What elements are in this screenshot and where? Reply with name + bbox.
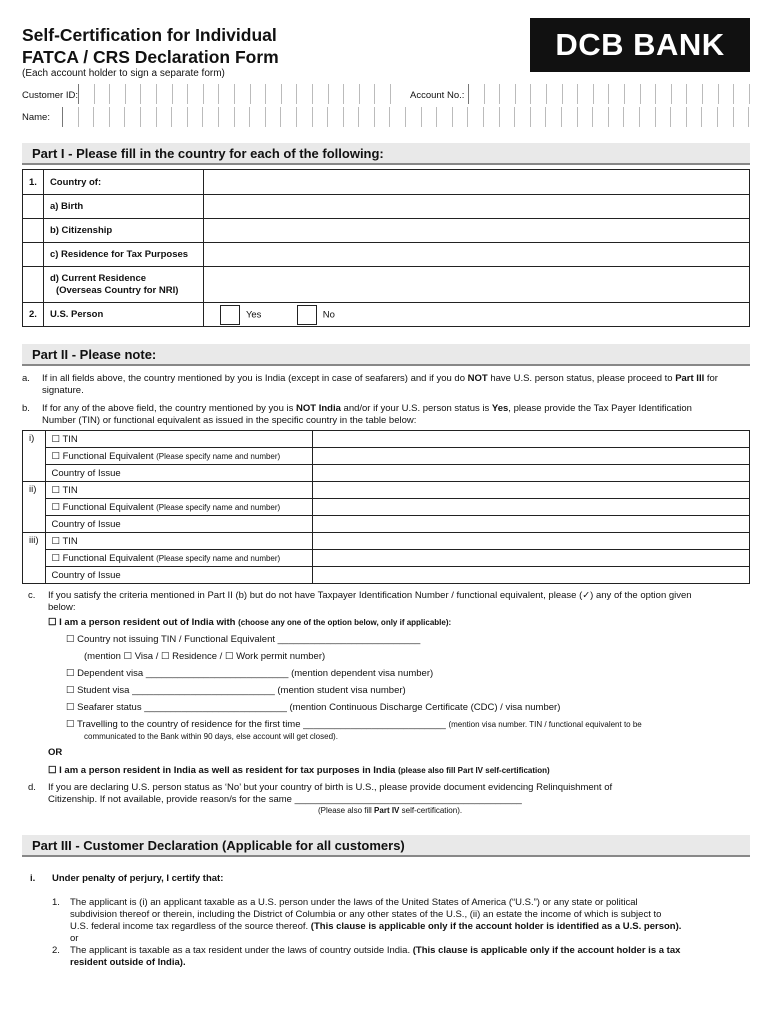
sub-option-no-tin-mention: (mention ☐ Visa / ☐ Residence / ☐ Work permit number) xyxy=(84,651,326,662)
note-d-footnote-2: self-certification). xyxy=(401,806,463,815)
account-no-label: Account No.: xyxy=(410,90,465,101)
tin-option-1[interactable]: ☐ TIN xyxy=(45,431,312,448)
note-b-text1: If for any of the above field, the country mentioned by you is xyxy=(42,403,294,414)
note-d-text2: Citizenship. If not available, provide reason/s for the same ___________________________________________ xyxy=(48,794,522,805)
form-subtitle: (Each account holder to sign a separate form) xyxy=(22,68,225,79)
note-d-mark: d. xyxy=(28,782,36,793)
name-label: Name: xyxy=(22,112,50,123)
note-c-mark: c. xyxy=(28,590,36,601)
tax-residence-country-input[interactable] xyxy=(203,243,749,267)
clause-2-number: 2. xyxy=(52,945,60,956)
functional-equivalent-value-3[interactable] xyxy=(312,550,750,567)
note-c-text xyxy=(48,590,750,614)
country-of-issue-label-3: Country of Issue xyxy=(45,567,312,584)
part2-heading: Part II - Please note: xyxy=(22,344,750,366)
note-b-text xyxy=(42,403,750,427)
us-person-options xyxy=(203,303,749,327)
functional-equivalent-value-1[interactable] xyxy=(312,448,750,465)
citizenship-label: b) Citizenship xyxy=(43,219,203,243)
note-a-text xyxy=(42,373,750,397)
sub-option-dependent-visa[interactable]: ☐ Dependent visa ___________________________ (mention dependent visa number) xyxy=(66,668,434,679)
note-a-text1: If in all fields above, the country mentioned by you is India (except in case of seafarers) and if you do xyxy=(42,373,465,384)
country-of-issue-value-3[interactable] xyxy=(312,567,750,584)
country-of-issue-value-2[interactable] xyxy=(312,516,750,533)
note-d-footnote-part4: Part IV xyxy=(374,806,400,815)
note-a-not: NOT xyxy=(467,373,488,384)
declaration-intro: Under penalty of perjury, I certify that: xyxy=(52,873,224,884)
functional-equivalent-label-2: ☐ Functional Equivalent xyxy=(51,501,154,513)
note-d-footnote xyxy=(318,806,462,815)
tin-group-1-label: i) xyxy=(23,431,46,482)
sub-option-travelling[interactable] xyxy=(66,719,642,731)
current-residence-input[interactable] xyxy=(203,267,749,303)
functional-equivalent-option-1[interactable] xyxy=(45,448,312,465)
note-a-part3: Part III xyxy=(675,373,705,384)
current-residence-line2: (Overseas Country for NRI) xyxy=(55,284,179,296)
birth-label: a) Birth xyxy=(43,195,203,219)
us-person-yes-checkbox[interactable] xyxy=(220,305,240,325)
tin-value-1[interactable] xyxy=(312,431,750,448)
note-c-text1: If you satisfy the criteria mentioned in Part II (b) but do not have Taxpayer Identification Number / functional equivalent, please (✓) any of the option given xyxy=(48,590,692,601)
note-a-text2: have U.S. person status, please proceed to xyxy=(490,373,673,384)
note-a-mark: a. xyxy=(22,373,30,384)
country-of-input[interactable] xyxy=(203,170,749,195)
us-person-no-checkbox[interactable] xyxy=(297,305,317,325)
us-person-label: U.S. Person xyxy=(43,303,203,327)
sub-option-seafarer[interactable]: ☐ Seafarer status ___________________________ (mention Continuous Discharge Certificate (CDC) / visa number) xyxy=(66,702,561,713)
tin-group-2-label: ii) xyxy=(23,482,46,533)
sub-option-no-tin[interactable]: ☐ Country not issuing TIN / Functional Equivalent ___________________________ xyxy=(66,634,421,645)
clause-2-bold2: resident outside of India). xyxy=(70,957,186,968)
row2-number: 2. xyxy=(23,303,44,327)
current-residence-label xyxy=(43,267,203,303)
form-title xyxy=(22,24,279,68)
citizenship-country-input[interactable] xyxy=(203,219,749,243)
part3-heading: Part III - Customer Declaration (Applicable for all customers) xyxy=(22,835,750,857)
option-resident-in-india-note: (please also fill Part IV self-certification) xyxy=(398,766,550,775)
functional-equivalent-option-3[interactable] xyxy=(45,550,312,567)
note-b-text3: , please provide the Tax Payer Identification xyxy=(508,403,692,414)
sub-option-travelling-note-cont: communicated to the Bank within 90 days, else account will get closed). xyxy=(84,732,338,741)
dcb-bank-logo: DCB BANK xyxy=(530,18,750,72)
option-resident-in-india-label: ☐ I am a person resident in India as well as resident for tax purposes in India xyxy=(48,765,396,776)
clause-1-line2: subdivision thereof or therein, including the District of Columbia or any other states of the U.S., (ii) an estate the income of which is subject to xyxy=(70,909,662,920)
current-residence-line1: d) Current Residence xyxy=(49,272,147,284)
clause-1-text xyxy=(70,897,750,945)
note-a-text3: for signature. xyxy=(42,373,718,396)
customer-id-label: Customer ID: xyxy=(22,90,78,101)
part1-heading: Part I - Please fill in the country for each of the following: xyxy=(22,143,750,165)
note-d-footnote-1: (Please also fill xyxy=(318,806,372,815)
tin-value-3[interactable] xyxy=(312,533,750,550)
or-separator: OR xyxy=(48,747,63,758)
note-b-text4: Number (TIN) or functional equivalent as issued in the specific country in the table below: xyxy=(42,415,417,426)
clause-1-bold: (This clause is applicable only if the account holder is identified as a U.S. person). xyxy=(310,921,682,932)
customer-id-input[interactable] xyxy=(78,84,391,104)
sub-option-student-visa[interactable]: ☐ Student visa ___________________________ (mention student visa number) xyxy=(66,685,406,696)
functional-equivalent-option-2[interactable] xyxy=(45,499,312,516)
functional-equivalent-note-2: (Please specify name and number) xyxy=(156,502,281,512)
country-of-issue-label-2: Country of Issue xyxy=(45,516,312,533)
country-of-label: Country of: xyxy=(43,170,203,195)
clause-1-line1: The applicant is (i) an applicant taxable as a U.S. person under the laws of the United States of America (“U.S.”) or any state or political xyxy=(70,897,638,908)
tin-group-3-label: iii) xyxy=(23,533,46,584)
tin-value-2[interactable] xyxy=(312,482,750,499)
note-d-text1: If you are declaring U.S. person status as ‘No’ but your country of birth is U.S., please provide document evidencing Relinquishment of xyxy=(48,782,613,793)
title-line-2: FATCA / CRS Declaration Form xyxy=(22,47,279,67)
row1-number: 1. xyxy=(23,170,44,195)
clause-1-line3: U.S. federal income tax regardless of the source thereof. xyxy=(70,921,309,932)
clause-1-number: 1. xyxy=(52,897,60,908)
clause-2-line1: The applicant is taxable as a tax resident under the laws of country outside India. xyxy=(70,945,411,956)
note-b-mark: b. xyxy=(22,403,30,414)
functional-equivalent-label-1: ☐ Functional Equivalent xyxy=(51,450,154,462)
tin-option-2[interactable]: ☐ TIN xyxy=(45,482,312,499)
no-label: No xyxy=(322,309,335,321)
clause-or: or xyxy=(70,933,79,944)
clause-2-text xyxy=(70,945,750,969)
tin-table xyxy=(22,430,750,584)
functional-equivalent-note-1: (Please specify name and number) xyxy=(156,451,281,461)
functional-equivalent-label-3: ☐ Functional Equivalent xyxy=(51,552,154,564)
sub-option-travelling-note: (mention visa number. TIN / functional equivalent to be xyxy=(448,720,642,729)
functional-equivalent-value-2[interactable] xyxy=(312,499,750,516)
sub-option-travelling-label: ☐ Travelling to the country of residence for the first time ___________________________ xyxy=(66,719,446,730)
tin-option-3[interactable]: ☐ TIN xyxy=(45,533,312,550)
country-of-issue-label-1: Country of Issue xyxy=(45,465,312,482)
note-c-text2: below: xyxy=(48,602,76,613)
option-resident-outside-india-label: ☐ I am a person resident out of India with xyxy=(48,617,236,628)
account-no-input[interactable] xyxy=(468,84,750,104)
note-b-yes: Yes xyxy=(491,403,509,414)
country-of-issue-value-1[interactable] xyxy=(312,465,750,482)
birth-country-input[interactable] xyxy=(203,195,749,219)
note-d-text xyxy=(48,782,750,806)
part1-table xyxy=(22,169,750,327)
declaration-i-mark: i. xyxy=(30,873,36,884)
title-line-1: Self-Certification for Individual xyxy=(22,25,277,45)
yes-label: Yes xyxy=(245,309,262,321)
clause-2-bold1: (This clause is applicable only if the account holder is a tax xyxy=(412,945,681,956)
tax-residence-label: c) Residence for Tax Purposes xyxy=(43,243,203,267)
functional-equivalent-note-3: (Please specify name and number) xyxy=(156,553,281,563)
option-resident-outside-india[interactable] xyxy=(48,617,451,629)
note-b-text2: and/or if your U.S. person status is xyxy=(343,403,490,414)
option-resident-in-india[interactable] xyxy=(48,765,550,777)
name-input[interactable] xyxy=(62,107,749,127)
option-resident-outside-india-note: (choose any one of the option below, only if applicable): xyxy=(238,618,452,627)
note-b-not-india: NOT India xyxy=(296,403,341,414)
